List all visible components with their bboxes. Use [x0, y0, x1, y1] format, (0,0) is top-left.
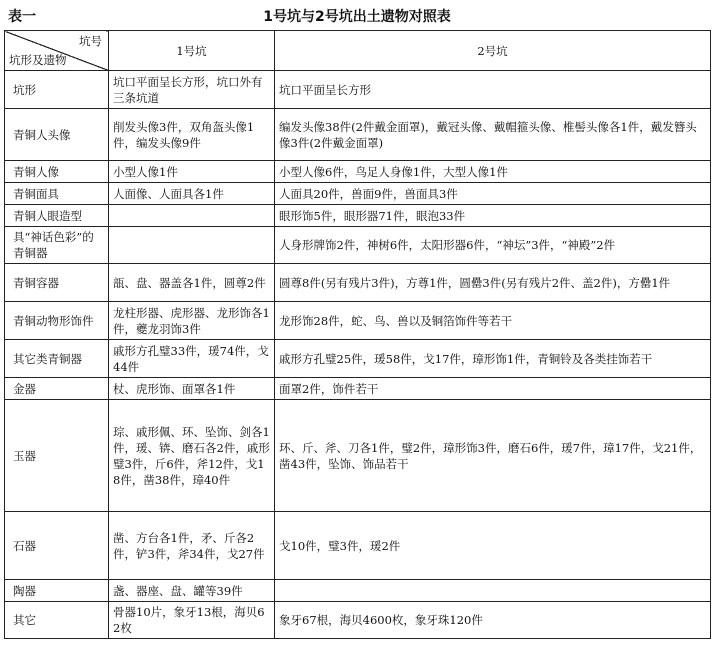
table-header-row [5, 31, 711, 71]
table-row [5, 340, 711, 378]
table-row [5, 302, 711, 340]
pit1-cell: 琮、戚形佩、环、坠饰、剑各1件，瑗、锛、磨石各2件，戚形璧3件，斤6件，斧12件，戈18件，凿38件，璋40件 [109, 400, 275, 512]
pit2-cell: 龙形饰28件，蛇、鸟、兽以及铜箔饰件等若干 [275, 302, 711, 340]
table-label: 表一 [8, 9, 36, 25]
pit1-cell [109, 227, 275, 264]
pit2-cell [275, 580, 711, 602]
pit1-cell [109, 205, 275, 227]
pit1-cell: 凿、方台各1件，矛、斤各2件，铲3件，斧34件，戈27件 [109, 512, 275, 580]
table-row [5, 400, 711, 512]
column-header-pit2: 2号坑 [275, 31, 711, 71]
pit1-cell: 盏、器座、盘、罐等39件 [109, 580, 275, 602]
pit1-cell: 坑口平面呈长方形，坑口外有三条坑道 [109, 71, 275, 109]
category-cell: 坑形 [5, 71, 109, 109]
table-row [5, 183, 711, 205]
pit1-cell: 削发头像3件，双角盔头像1件，编发头像9件 [109, 109, 275, 161]
corner-header-category: 坑形及遗物 [9, 53, 67, 67]
table-row [5, 109, 711, 161]
column-header-pit1: 1号坑 [109, 31, 275, 71]
category-cell: 青铜动物形饰件 [5, 302, 109, 340]
table-row [5, 264, 711, 302]
pit2-cell: 人面具20件，兽面9件，兽面具3件 [275, 183, 711, 205]
table-row [5, 602, 711, 639]
pit2-cell: 象牙67根，海贝4600枚，象牙珠120件 [275, 602, 711, 639]
table-row [5, 580, 711, 602]
table-title: 1号坑与2号坑出土遗物对照表 [263, 9, 451, 25]
pit2-cell: 戚形方孔璧25件，瑗58件，戈17件，璋形饰1件，青铜铃及各类挂饰若干 [275, 340, 711, 378]
pit1-cell: 瓿、盘、器盖各1件，圆尊2件 [109, 264, 275, 302]
table-row [5, 205, 711, 227]
table-row [5, 512, 711, 580]
pit2-cell: 坑口平面呈长方形 [275, 71, 711, 109]
pit1-cell: 龙柱形器、虎形器、龙形饰各1件，夔龙羽饰3件 [109, 302, 275, 340]
category-cell: 金器 [5, 378, 109, 400]
table-row [5, 71, 711, 109]
comparison-table [4, 30, 711, 639]
corner-header-cell [5, 31, 109, 71]
category-cell: 青铜人像 [5, 161, 109, 183]
table-body [5, 71, 711, 639]
pit2-cell: 环、斤、斧、刀各1件，璧2件，璋形饰3件，磨石6件，瑗7件，璋17件，戈21件，凿43件，坠饰、饰品若干 [275, 400, 711, 512]
pit1-cell: 杖、虎形饰、面罩各1件 [109, 378, 275, 400]
pit1-cell: 戚形方孔璧33件，瑗74件，戈44件 [109, 340, 275, 378]
category-cell: 青铜容器 [5, 264, 109, 302]
table-row [5, 227, 711, 264]
pit2-cell: 人身形牌饰2件，神树6件，太阳形器6件，“神坛”3件，“神殿”2件 [275, 227, 711, 264]
category-cell: 其它 [5, 602, 109, 639]
pit2-cell: 圆尊8件(另有残片3件)，方尊1件，圆罍3件(另有残片2件、盖2件)，方罍1件 [275, 264, 711, 302]
category-cell: 其它类青铜器 [5, 340, 109, 378]
pit2-cell: 戈10件，璧3件，瑗2件 [275, 512, 711, 580]
pit1-cell: 小型人像1件 [109, 161, 275, 183]
category-cell: 青铜人头像 [5, 109, 109, 161]
pit2-cell: 面罩2件，饰件若干 [275, 378, 711, 400]
pit1-cell: 人面像、人面具各1件 [109, 183, 275, 205]
pit2-cell: 眼形饰5件，眼形器71件，眼泡33件 [275, 205, 711, 227]
category-cell: 陶器 [5, 580, 109, 602]
table-row [5, 378, 711, 400]
category-cell: 具“神话色彩”的青铜器 [5, 227, 109, 264]
category-cell: 青铜人眼造型 [5, 205, 109, 227]
table-caption [0, 6, 714, 26]
category-cell: 玉器 [5, 400, 109, 512]
pit2-cell: 编发头像38件(2件戴金面罩)，戴冠头像、戴帽箍头像、椎髻头像各1件，戴发簪头像3件(2件戴金面罩) [275, 109, 711, 161]
pit2-cell: 小型人像6件，鸟足人身像1件，大型人像1件 [275, 161, 711, 183]
pit1-cell: 骨器10片，象牙13根，海贝62枚 [109, 602, 275, 639]
table-row [5, 161, 711, 183]
category-cell: 青铜面具 [5, 183, 109, 205]
corner-header-pit: 坑号 [79, 34, 102, 48]
category-cell: 石器 [5, 512, 109, 580]
